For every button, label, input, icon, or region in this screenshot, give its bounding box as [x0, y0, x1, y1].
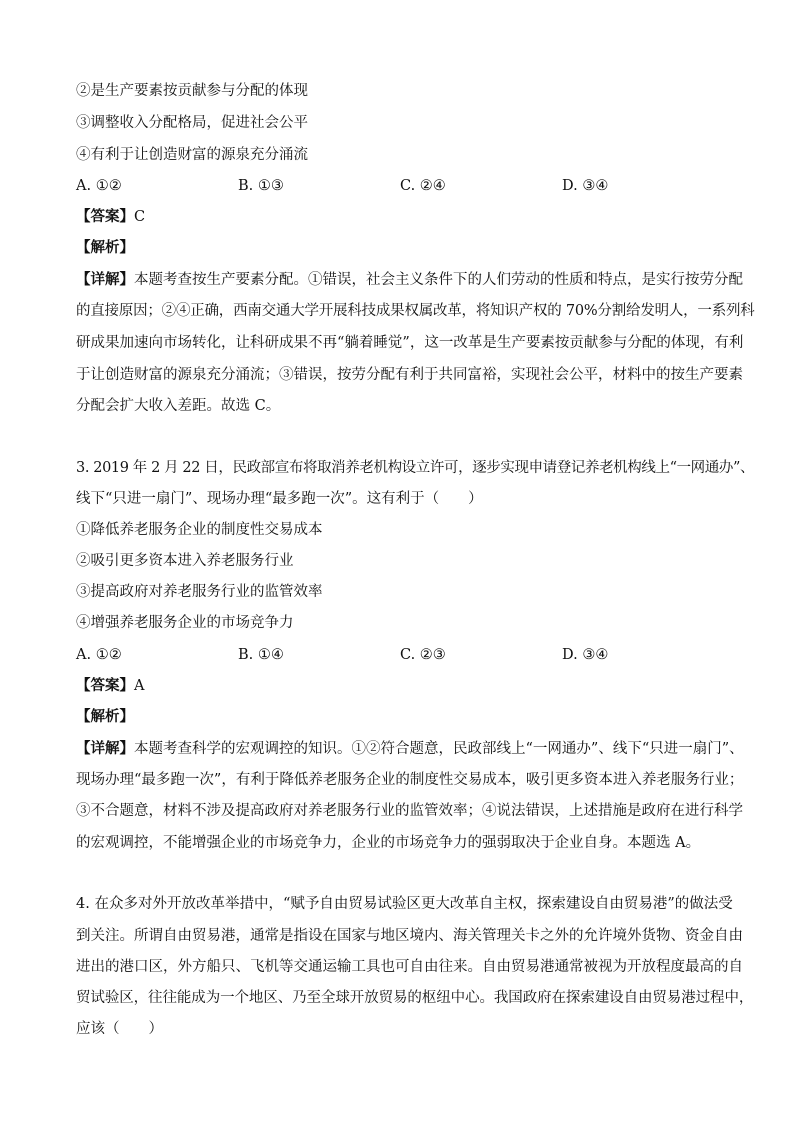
q3-item-4: ④增强养老服务企业的市场竞争力: [76, 615, 294, 631]
q3-detail-label: 【详解】: [76, 740, 134, 757]
q4-stem-line-2: 到关注。所谓自由贸易港，通常是指设在国家与地区境内、海关管理关卡之外的允许境外货物、资金自由: [76, 928, 743, 944]
q2-detail-line-2: 的直接原因；②④正确，西南交通大学开展科技成果权属改革，将知识产权的 70%分割给发明人，一系列科: [76, 303, 755, 319]
q3-detail-line-2: 现场办理“最多跑一次”，有利于降低养老服务企业的制度性交易成本，吸引更多资本进入养老服务行业；: [76, 772, 744, 788]
q2-answer-label: 【答案】: [76, 208, 134, 225]
q3-option-b: B. ①④: [238, 647, 284, 663]
q3-stem-line-2: 线下“只进一扇门”、现场办理“最多跑一次”。这有利于（ ）: [76, 491, 483, 507]
q2-detail-line-1: [76, 270, 743, 290]
q3-option-a: A. ①②: [76, 647, 122, 663]
q3-item-2: ②吸引更多资本进入养老服务行业: [76, 553, 294, 569]
q2-option-b: B. ①③: [238, 178, 284, 194]
q4-stem-line-3: 进出的港口区，外方船只、飞机等交通运输工具也可自由往来。自由贸易港通常被视为开放程度最高的自: [76, 959, 743, 975]
q3-stem-line-1: 3. 2019 年 2 月 22 日，民政部宣布将取消养老机构设立许可，逐步实现申请登记养老机构线上“一网通办”、: [76, 460, 755, 476]
q3-answer-value: A: [134, 678, 145, 694]
q2-option-d: D. ③④: [562, 178, 609, 194]
q3-option-c: C. ②③: [400, 647, 446, 663]
q2-detail-line-3: 研成果加速向市场转化，让科研成果不再“躺着睡觉”，这一改革是生产要素按贡献参与分配的体现，有利: [76, 335, 744, 351]
q2-option-c: C. ②④: [400, 178, 446, 194]
q3-item-3: ③提高政府对养老服务行业的监管效率: [76, 584, 323, 600]
q3-detail-line-1: [76, 739, 744, 759]
q3-detail-line-3: ③不合题意，材料不涉及提高政府对养老服务行业的监管效率；④说法错误，上述措施是政府在进行科学: [76, 803, 743, 819]
q4-stem-line-1: 4. 在众多对外开放改革举措中，“赋予自由贸易试验区更大改革自主权，探索建设自由贸易港”的做法受: [76, 896, 733, 912]
q2-detail-text-1: 本题考查按生产要素分配。①错误，社会主义条件下的人们劳动的性质和特点，是实行按劳分配: [134, 272, 743, 288]
q2-detail-label: 【详解】: [76, 271, 134, 288]
q2-answer: [76, 207, 145, 227]
q2-analysis-label: 【解析】: [76, 239, 134, 256]
q2-detail-line-5: 分配会扩大收入差距。故选 C。: [76, 398, 281, 414]
q3-option-d: D. ③④: [562, 647, 609, 663]
q3-answer: [76, 676, 144, 696]
q2-item-4: ④有利于让创造财富的源泉充分涌流: [76, 147, 308, 163]
q3-answer-label: 【答案】: [76, 677, 134, 694]
q2-detail-line-4: 于让创造财富的源泉充分涌流；③错误，按劳分配有利于共同富裕，实现社会公平，材料中的按生产要素: [76, 367, 743, 383]
q3-detail-line-4: 的宏观调控，不能增强企业的市场竞争力，企业的市场竞争力的强弱取决于企业自身。本题选 A。: [76, 835, 701, 851]
q2-item-3: ③调整收入分配格局，促进社会公平: [76, 115, 308, 131]
q2-answer-value: C: [134, 209, 146, 225]
q4-stem-line-4: 贸试验区，往往能成为一个地区、乃至全球开放贸易的枢纽中心。我国政府在探索建设自由贸易港过程中，: [76, 990, 754, 1006]
q3-item-1: ①降低养老服务企业的制度性交易成本: [76, 522, 323, 538]
q2-option-a: A. ①②: [76, 178, 122, 194]
q2-item-2: ②是生产要素按贡献参与分配的体现: [76, 83, 308, 99]
q4-stem-line-5: 应该（ ）: [76, 1021, 163, 1037]
q3-analysis-label: 【解析】: [76, 708, 134, 725]
q3-detail-text-1: 本题考查科学的宏观调控的知识。①②符合题意，民政部线上“一网通办”、线下“只进一扇门”、: [134, 741, 744, 757]
